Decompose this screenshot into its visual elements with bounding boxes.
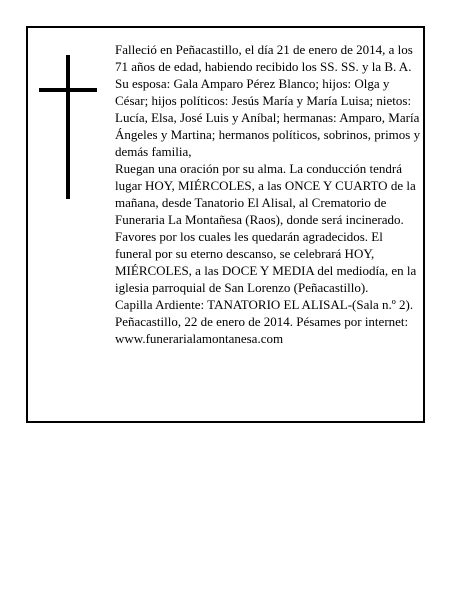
death-announcement: Falleció en Peñacastillo, el día 21 de enero de 2014, a los 71 años de edad, habiendo recibido los SS. SS. y la B. A. xyxy=(115,42,413,74)
cross-horizontal-bar xyxy=(39,88,97,92)
notice-body xyxy=(115,41,421,347)
family-list: Su esposa: Gala Amparo Pérez Blanco; hijos: Olga y César; hijos políticos: Jesús María y María Luisa; nietos: Lucía, Elsa, José Luis y Aníbal; hermanas: Amparo, María Ángeles y Martina; hermanos políticos, sobrinos, primos y demás familia, xyxy=(115,76,421,159)
obituary-notice xyxy=(26,26,425,423)
service-details: Ruegan una oración por su alma. La conducción tendrá lugar HOY, MIÉRCOLES, a las ONCE Y CUARTO de la mañana, desde Tanatorio El Alisal, al Crematorio de Funeraria La Montañesa (Raos), donde será incinerado. Favores por los cuales les quedarán agradecidos. El funeral por su eterno descanso, se celebrará HOY, MIÉRCOLES, a las DOCE Y MEDIA del mediodía, en la iglesia parroquial de San Lorenzo (Peñacastillo). xyxy=(115,161,417,295)
cross-vertical-bar xyxy=(66,55,70,199)
chapel-info: Capilla Ardiente: TANATORIO EL ALISAL-(Sala n.º 2). xyxy=(115,297,414,312)
date-and-condolences: Peñacastillo, 22 de enero de 2014. Pésames por internet: www.funerarialamontanesa.com xyxy=(115,314,409,346)
cross-icon xyxy=(39,55,97,199)
